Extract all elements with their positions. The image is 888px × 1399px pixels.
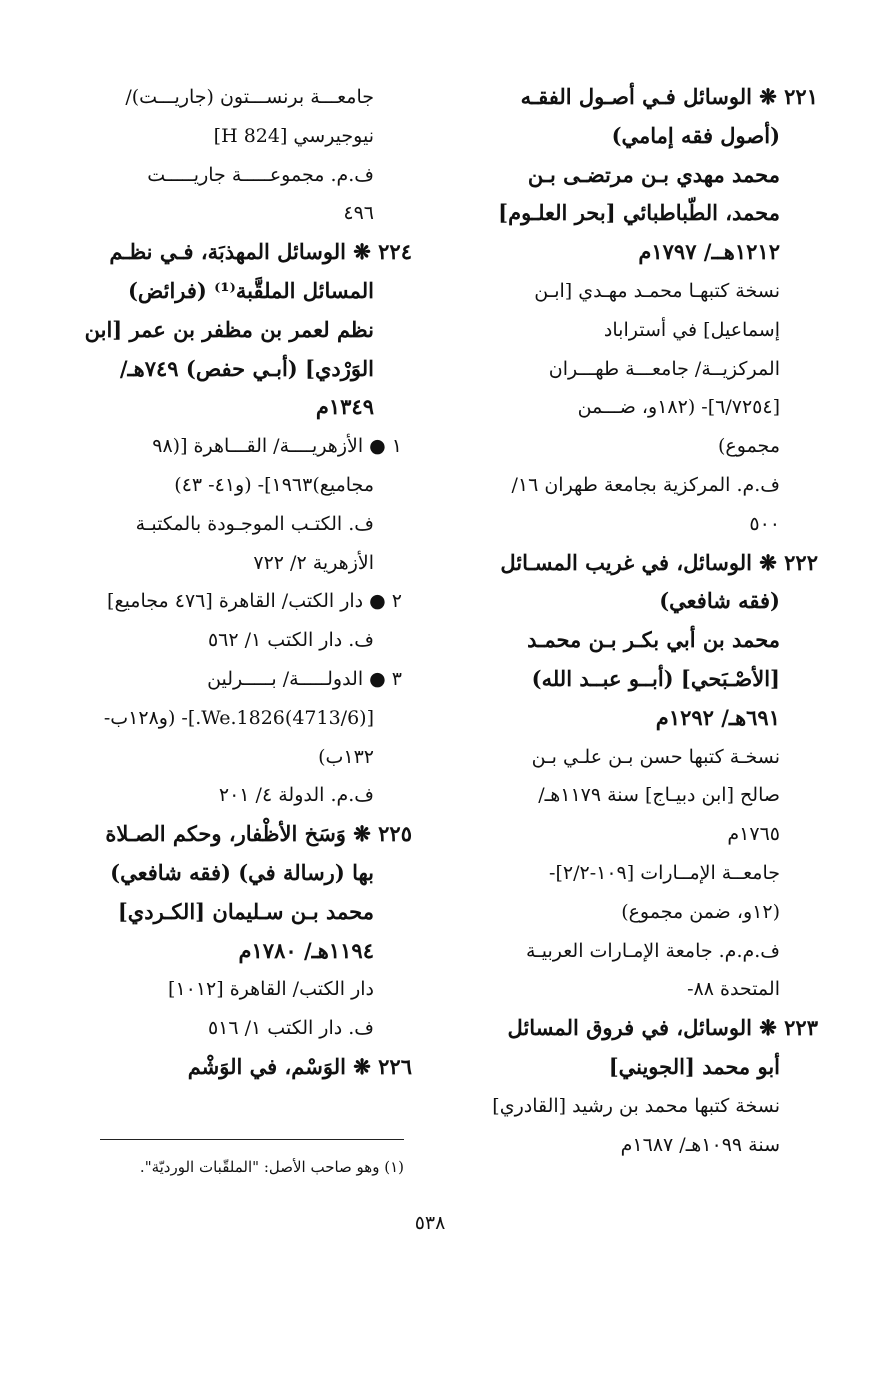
left-column-line: ١ ● الأزهريــــة/ القـــاهرة [(٩٨: [152, 435, 402, 458]
right-column-line: صالح [ابن دبيـاج] سنة ١١٧٩هـ/: [538, 784, 780, 807]
left-column-line: جامعـــة برنســـتون (جاريـــت)/: [125, 86, 374, 108]
right-column-line: [٦/٧٢٥٤]- (١٨٢و، ضـــمن: [577, 396, 780, 419]
left-column-line: ١٣٢ب): [318, 745, 374, 768]
left-column-line: مجاميع)١٩٦٣]- (و٤١- ٤٣): [174, 473, 374, 496]
left-column-line: ٢٢٦ ❋ الوَسْم، في الوَشْم: [187, 1053, 412, 1079]
left-column-line: ٢٢٥ ❋ وَسَخ الأظْفار، وحكم الصـلاة: [105, 821, 412, 847]
left-column-line: ف. دار الكتب ١/ ٥٦٢: [207, 629, 374, 652]
left-column-line: ٣ ● الدولـــــة/ بـــــرلين: [207, 667, 402, 690]
right-column-line: ١٢١٢هــ/ ١٧٩٧م: [638, 239, 780, 265]
footnote: (١) وهو صاحب الأصل: "الملقّبات الورديّة".: [139, 1158, 404, 1176]
left-column: [82, 78, 412, 1087]
right-column-line: محمد مهدي بـن مرتضـى بـن: [527, 161, 780, 187]
left-column-line: ٤٩٦: [343, 202, 374, 225]
right-column-line: إسماعيل] في أستراباد: [603, 318, 780, 341]
left-column-line: الأزهرية ٢/ ٧٢٢: [253, 551, 374, 574]
left-column-line: ف.م. الدولة ٤/ ٢٠١: [218, 784, 374, 807]
right-column-line: جامعــة الإمــارات [١٠٩-٢/٢]-: [549, 861, 780, 884]
right-column-line: أبو محمد [الجويني]: [608, 1053, 780, 1079]
page-number: ٥٣٨: [414, 1212, 446, 1234]
right-column-line: نسخة كتبهـا محمـد مهـدي [ابـن: [534, 279, 780, 302]
left-column-line: الوَرْدي] (أبـي حفص) ٧٤٩هـ/: [119, 355, 374, 381]
right-column-line: ٢٢٢ ❋ الوسائل، في غريب المسـائل: [500, 549, 818, 575]
right-column-line: محمد بن أبي بكـر بـن محمـد: [527, 627, 780, 653]
left-column-line: بها (رسالة في) (فقه شافعي): [110, 859, 374, 885]
left-column-line: نظم لعمر بن مظفر بن عمر [ابن: [84, 316, 374, 342]
left-column-line: ١١٩٤هـ/ ١٧٨٠م: [238, 937, 374, 963]
right-column-line: ٢٢٣ ❋ الوسائل، في فروق المسائل: [507, 1015, 818, 1041]
footnote-rule: [100, 1139, 404, 1140]
left-column-line: [(4713/6)We.1826.]- (و١٢٨ب-: [103, 706, 374, 729]
right-column-line: [الأصْـبَحي] (أبــو عبــد الله): [531, 665, 780, 691]
right-column-line: ٦٩١هـ/ ١٢٩٢م: [655, 704, 780, 730]
right-column-line: ف.م.م. جامعة الإمـارات العربيـة: [525, 939, 780, 962]
left-column-line: ف. دار الكتب ١/ ٥١٦: [207, 1017, 374, 1040]
right-column-line: ف.م. المركزية بجامعة طهران ١٦/: [511, 473, 780, 496]
left-column-line: محمد بـن سـليمان [الكـردي]: [117, 898, 374, 924]
right-column-line: نسخـة كتبها حسن بـن علـي بـن: [531, 745, 780, 768]
right-column-line: ١٧٦٥م: [727, 823, 780, 846]
right-column-line: ٥٠٠: [749, 512, 780, 535]
right-column-line: محمد، الطّباطبائي [بحر العلـوم]: [498, 200, 780, 226]
right-column-line: (أصول فقه إمامي): [611, 122, 780, 148]
left-column-line: المسائل الملقَّبة⁽¹⁾ (فرائض): [127, 277, 374, 303]
left-column-line: ف. الكتـب الموجـودة بالمكتبـة: [135, 512, 374, 535]
right-column-line: (فقه شافعي): [659, 588, 780, 614]
left-column-line: ٢ ● دار الكتب/ القاهرة [٤٧٦ مجاميع]: [107, 590, 402, 613]
right-column: [462, 78, 818, 1164]
left-column-line: ١٣٤٩م: [315, 394, 374, 420]
right-column-line: (١٢و، ضمن مجموع): [621, 900, 780, 923]
right-column-line: سنة ١٠٩٩هـ/ ١٦٨٧م: [620, 1133, 780, 1156]
right-column-line: المتحدة ٨٨-: [687, 978, 780, 1001]
right-column-line: ٢٢١ ❋ الوسائل فـي أصـول الفقـه: [520, 84, 818, 109]
left-column-line: نيوجيرسي [824 H]: [213, 124, 374, 147]
left-column-line: ف.م. مجموعـــــة جاريـــــت: [147, 163, 374, 186]
right-column-line: المركزيــة/ جامعـــة طهـــران: [548, 357, 780, 380]
left-column-line: دار الكتب/ القاهرة [١٠١٢]: [168, 978, 374, 1001]
right-column-line: نسخة كتبها محمد بن رشيد [القادري]: [492, 1094, 780, 1117]
right-column-line: مجموع): [718, 435, 780, 458]
left-column-line: ٢٢٤ ❋ الوسائل المهذبَة، فـي نظـم: [109, 239, 412, 265]
